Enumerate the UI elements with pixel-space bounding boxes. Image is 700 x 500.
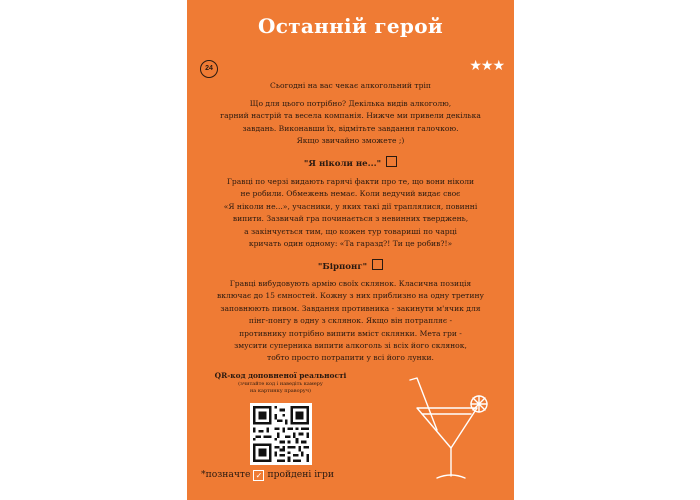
game1-title: "Я ніколи не..." — [303, 159, 382, 169]
footer-note — [201, 469, 334, 481]
game2-line: змусити суперника випити алкоголь зі всіх його склянок, — [234, 341, 467, 351]
game2-checkbox[interactable] — [372, 259, 383, 270]
game1-line: не робили. Обмежень немає. Коли ведучий видає своє — [240, 189, 461, 199]
footer-text-after: пройдені ігри — [267, 469, 334, 480]
game2-line: включає до 15 ємностей. Кожну з них приблизно на одну третину — [217, 291, 484, 301]
age-24-icon: 24 — [200, 60, 218, 78]
game2-heading — [187, 259, 514, 272]
card-title: Останній герой — [258, 14, 443, 38]
game1-line: а закінчується тим, що кожен тур товариші по чарці — [244, 226, 457, 236]
qr-subtitle-line: (зчитайте код і наведіть камеру — [238, 381, 323, 387]
difficulty-stars-icon: ★★★ — [469, 58, 504, 74]
qr-code[interactable] — [250, 403, 312, 465]
qr-subtitle-line: на картинку праворуч) — [249, 388, 312, 394]
intro-text-line: гарний настрій та весела компанія. Нижче ми привели декілька — [220, 111, 481, 121]
game2-title: "Бірпонг" — [317, 262, 368, 272]
intro-text-line: Якщо звичайно зможете ;) — [296, 136, 405, 146]
game-card — [187, 0, 514, 500]
intro-text-line: завдань. Виконавши їх, відмітьте завдання галочкою. — [242, 123, 459, 133]
qr-code-icon — [253, 406, 309, 462]
game2-line: противнику потрібно випити вміст склянки. Мета гри - — [239, 328, 462, 338]
intro-line: Сьогодні на вас чекає алкогольний тріп — [270, 81, 431, 90]
game2-line: Гравці вибудовують армію своїх склянок. Класична позиція — [229, 279, 472, 288]
game2-line: заповнюють пивом. Завдання противника - закинути м'ячик для — [220, 303, 481, 313]
game1-line: кричать один одному: «Та гаразд?! Ти це робив?!» — [248, 239, 453, 249]
game1-heading — [187, 156, 514, 169]
cocktail-glass-icon — [407, 368, 507, 488]
game2-line: тобто просто потрапити у всі його лунки. — [267, 353, 434, 363]
game2-description — [197, 278, 504, 365]
footer-check-icon: ✓ — [253, 470, 264, 481]
game1-line: випити. Зазвичай гра починається з невинних тверджень, — [232, 214, 469, 224]
game1-line: Гравці по черзі видають гарячі факти про те, що вони ніколи — [226, 177, 475, 186]
game1-line: «Я ніколи не...», учасники, у яких такі дії траплялися, повинні — [223, 201, 478, 211]
game2-line: пінг-понгу в одну з склянок. Якщо він потрапляє - — [248, 316, 453, 326]
game1-description — [197, 176, 504, 250]
game1-checkbox[interactable] — [386, 156, 397, 167]
intro-text-line: Що для цього потрібно? Декілька видів алкоголю, — [249, 99, 452, 108]
intro-paragraph — [197, 98, 504, 148]
qr-title: QR-код доповненої реальності — [214, 371, 347, 380]
qr-subtitle — [117, 381, 444, 395]
footer-text-before: *позначте — [201, 469, 251, 480]
